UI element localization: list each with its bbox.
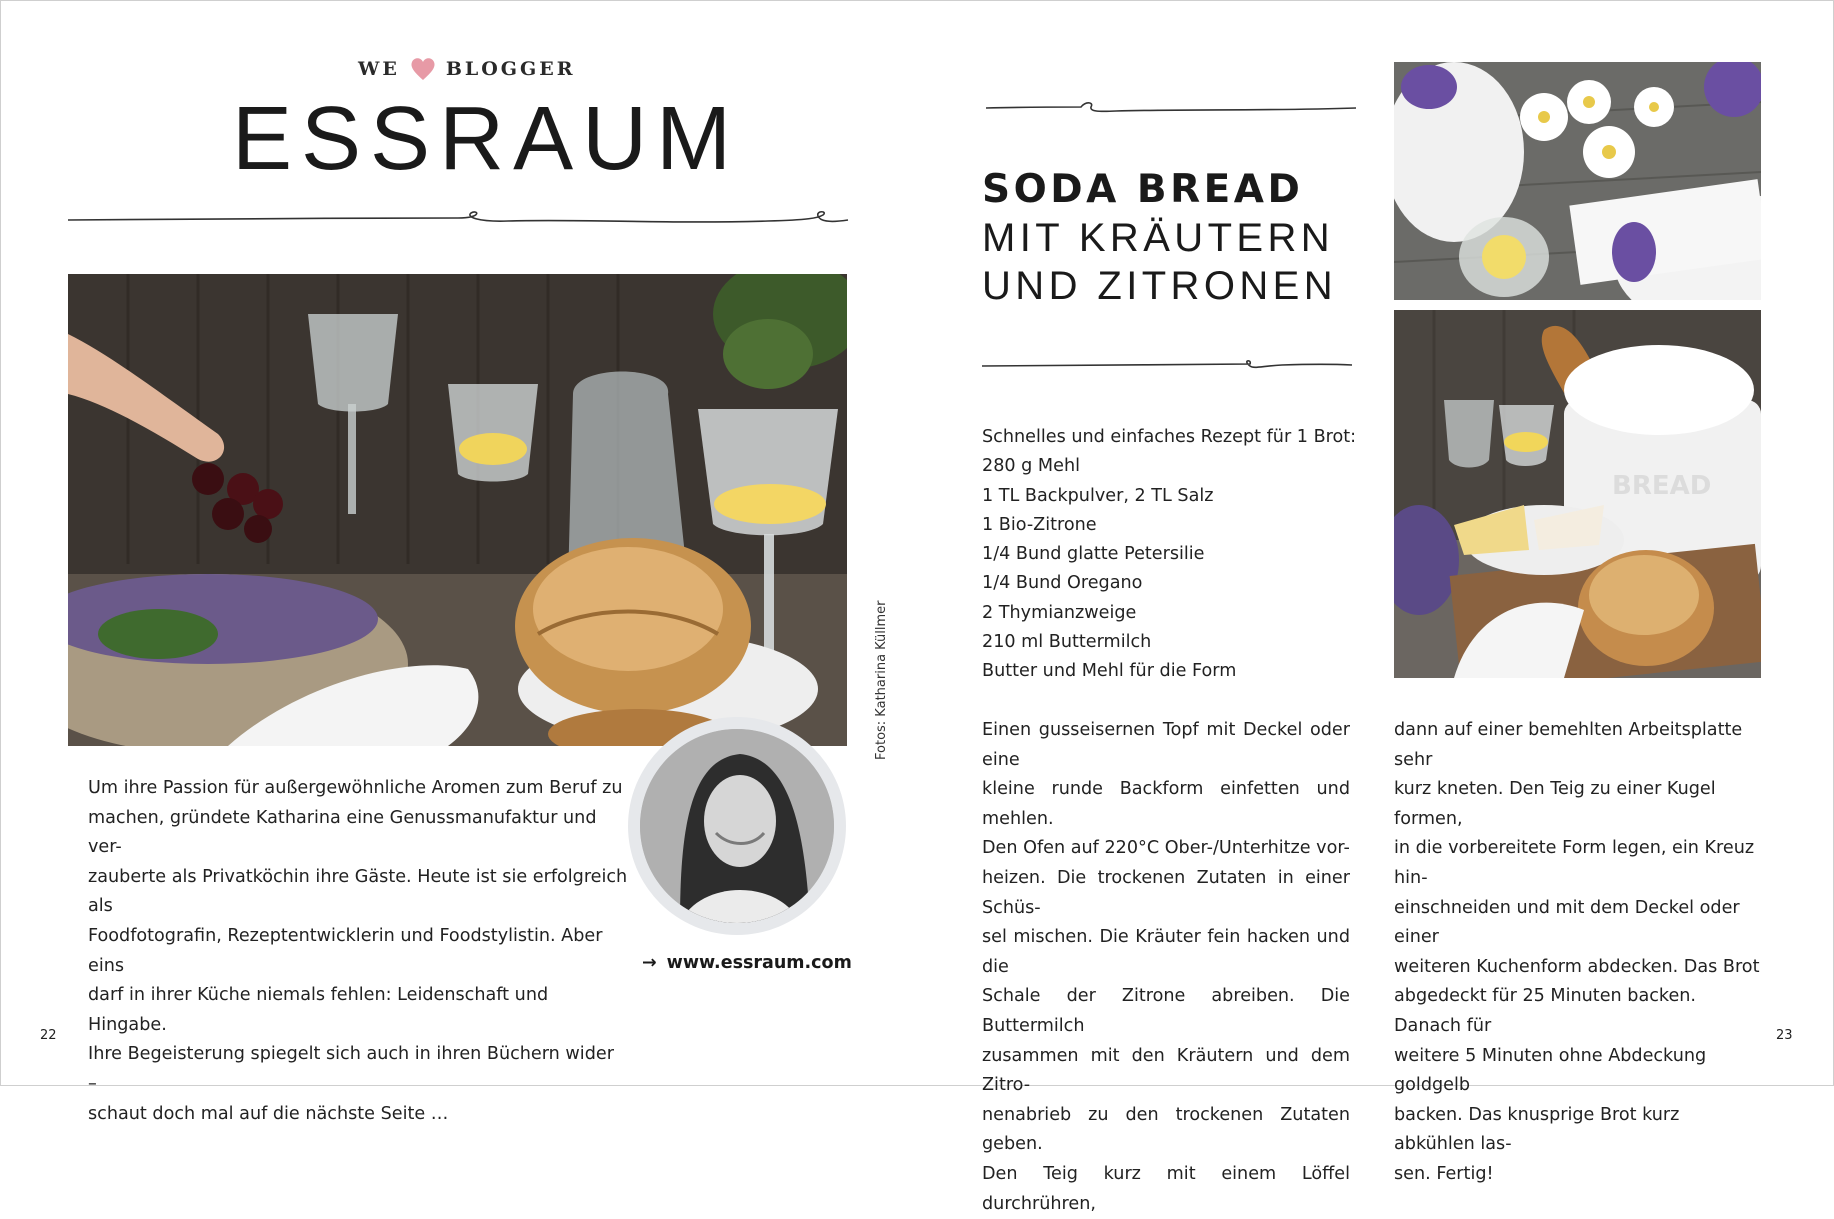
ingredient-item: 1/4 Bund Oregano [982,573,1143,594]
ingredient-item: 280 g Mehl [982,456,1080,477]
bio-line: zauberte als Privatköchin ihre Gäste. Heute ist sie erfolgreich als [88,866,628,917]
method-line: kurz kneten. Den Teig zu einer Kugel formen, [1394,779,1716,829]
bio-line: machen, gründete Katharina eine Genussmanufaktur und ver- [88,807,597,858]
method-line: dann auf einer bemehlten Arbeitsplatte sehr [1394,720,1743,770]
bread-tin-label: BREAD [1612,471,1712,501]
method-line: sen. Fertig! [1394,1163,1494,1184]
bio-text [88,774,628,1129]
ingredient-list [982,423,1356,687]
method-line: Schale der Zitrone abreiben. Die Buttermilch [982,986,1350,1036]
recipe-subtitle [982,214,1337,310]
page-number-right: 23 [1776,1028,1793,1043]
website-url[interactable]: www.essraum.com [666,953,852,973]
page-title: ESSRAUM [232,89,741,189]
method-line: Einen gusseisernen Topf mit Deckel oder eine [982,720,1350,770]
kicker-blogger: BLOGGER [445,58,576,80]
ingredient-item: 2 Thymianzweige [982,602,1137,623]
main-food-photo [68,274,847,746]
bio-line: Ihre Begeisterung spiegelt sich auch in ihren Büchern wider – [88,1044,614,1094]
heart-icon [410,56,436,82]
method-line: in die vorbereitete Form legen, ein Kreuz hin- [1394,838,1755,888]
ingredient-item: 1 Bio-Zitrone [982,514,1097,535]
bread-tin-photo [1394,310,1761,678]
recipe-subtitle-line-2: UND ZITRONEN [982,264,1338,308]
website-link[interactable] [642,953,852,973]
bio-line: schaut doch mal auf die nächste Seite … [88,1103,449,1124]
method-line: weiteren Kuchenform abdecken. Das Brot [1394,956,1760,977]
method-column-1 [982,716,1350,1219]
table-setting-photo [1394,62,1761,300]
method-line: einschneiden und mit dem Deckel oder einer [1394,897,1740,948]
method-line: kleine runde Backform einfetten und mehlen. [982,779,1350,829]
method-line: Den Ofen auf 220°C Ober-/Unterhitze vor- [982,838,1350,859]
recipe-title: SODA BREAD [982,167,1304,212]
method-line: weitere 5 Minuten ohne Abdeckung goldgelb [1394,1045,1707,1096]
kicker-we: WE [358,58,400,80]
ingredient-item: Butter und Mehl für die Form [982,661,1237,682]
method-line: sel mischen. Die Kräuter fein hacken und die [982,927,1350,977]
method-line: Den Teig kurz mit einem Löffel durchrühren, [982,1163,1350,1214]
ingredient-intro: Schnelles und einfaches Rezept für 1 Brot: [982,427,1357,447]
method-column-2 [1394,716,1762,1190]
bio-line: darf in ihrer Küche niemals fehlen: Leidenschaft und Hingabe. [88,985,549,1035]
divider-squiggle-top [986,98,1356,114]
kicker [358,56,576,82]
method-line: heizen. Die trockenen Zutaten in einer Schüs- [982,867,1350,918]
method-line: nenabrieb zu den trockenen Zutaten geben. [982,1104,1350,1155]
recipe-subtitle-line-1: MIT KRÄUTERN [982,216,1335,260]
method-line: zusammen mit den Kräutern und dem Zitro- [982,1045,1350,1096]
ingredient-item: 1/4 Bund glatte Petersilie [982,544,1205,565]
blogger-portrait [640,729,834,923]
ingredient-item: 210 ml Buttermilch [982,632,1152,653]
bio-line: Um ihre Passion für außergewöhnliche Aromen zum Beruf zu [88,778,623,798]
page-number-left: 22 [40,1028,57,1043]
method-line: abgedeckt für 25 Minuten backen. Danach für [1394,986,1697,1036]
ingredient-item: 1 TL Backpulver, 2 TL Salz [982,485,1214,506]
bio-line: Foodfotografin, Rezeptentwicklerin und Foodstylistin. Aber eins [88,925,603,976]
arrow-right-icon: → [642,953,657,973]
method-line: backen. Das knusprige Brot kurz abkühlen las- [1394,1104,1680,1155]
divider-squiggle [68,205,848,229]
divider-squiggle-bottom [982,356,1352,372]
photo-credit: Fotos: Katharina Küllmer [874,600,889,760]
